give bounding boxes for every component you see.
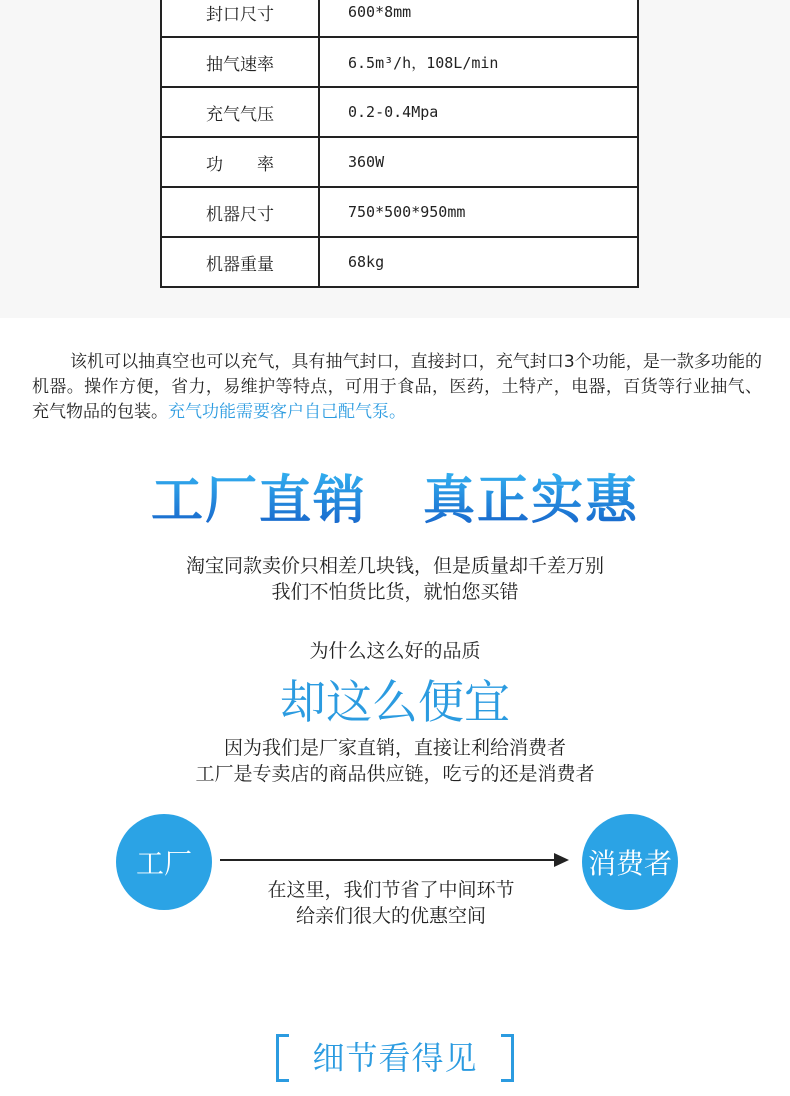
factory-circle: 工厂 <box>116 814 212 910</box>
spec-value: 68kg <box>319 237 638 287</box>
description-highlight: 充气功能需要客户自己配气泵。 <box>168 402 406 422</box>
arrow-line <box>220 859 556 861</box>
consumer-circle: 消费者 <box>582 814 678 910</box>
spec-value: 6.5m³/h，108L/min <box>319 37 638 87</box>
details-title: 细节看得见 <box>312 1039 478 1077</box>
product-description <box>32 350 762 425</box>
table-row <box>161 237 638 287</box>
arrow-right-icon <box>554 853 569 867</box>
spec-value: 360W <box>319 137 638 187</box>
spec-label: 机器重量 <box>161 237 319 287</box>
spec-table <box>160 0 639 288</box>
spec-label: 机器尺寸 <box>161 187 319 237</box>
reason-line-1: 因为我们是厂家直销，直接让利给消费者 <box>223 737 566 759</box>
table-row <box>161 87 638 137</box>
flow-caption-1: 在这里，我们节省了中间环节 <box>267 879 515 901</box>
quality-line-1: 淘宝同款卖价只相差几块钱，但是质量却千差万别 <box>185 555 604 577</box>
spec-label: 封口尺寸 <box>161 0 319 37</box>
slogan-right: 真正实惠 <box>423 471 640 531</box>
table-row <box>161 37 638 87</box>
quality-question: 为什么这么好的品质 <box>309 640 481 662</box>
reason-line-2: 工厂是专卖店的商品供应链，吃亏的还是消费者 <box>195 763 595 785</box>
table-row <box>161 137 638 187</box>
slogan-banner <box>0 458 790 533</box>
spec-label: 抽气速率 <box>161 37 319 87</box>
spec-label: 功 率 <box>161 137 319 187</box>
table-row <box>161 187 638 237</box>
table-row <box>161 0 638 37</box>
spec-value: 0.2-0.4Mpa <box>319 87 638 137</box>
quality-line-2: 我们不怕货比货，就怕您买错 <box>271 581 519 603</box>
spec-value: 750*500*950mm <box>319 187 638 237</box>
spec-label: 充气气压 <box>161 87 319 137</box>
slogan-left: 工厂直销 <box>150 471 367 531</box>
quality-headline: 却这么便宜 <box>280 675 510 729</box>
description-text: 该机可以抽真空也可以充气，具有抽气封口，直接封口，充气封口3个功能，是一款多功能的机器。操作方便，省力，易维护等特点，可用于食品，医药，土特产，电器，百货等行业抽气、充气物品的包装。 <box>32 352 762 422</box>
flow-caption-2: 给亲们很大的优惠空间 <box>295 905 486 927</box>
spec-value: 600*8mm <box>319 0 638 37</box>
